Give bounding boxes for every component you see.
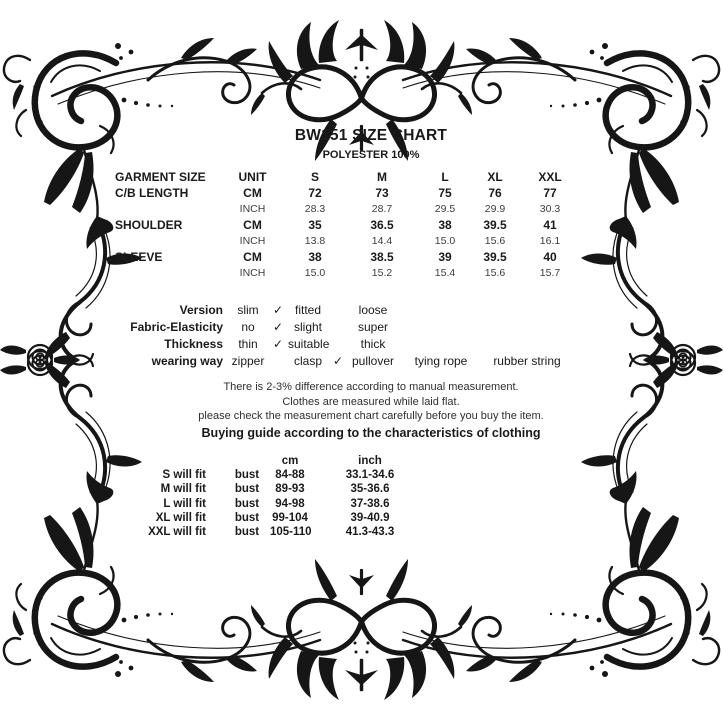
size-value-cell: 16.1 (539, 235, 561, 247)
size-value-cell: 72 (308, 186, 322, 200)
feature-option: fitted (294, 303, 321, 317)
size-value-cell: 75 (438, 186, 452, 200)
guide-measure-label: bust (234, 511, 260, 524)
size-value-cell: 40 (543, 250, 557, 264)
guide-inch-value: 33.1-34.6 (345, 469, 395, 482)
size-value-cell: 38 (438, 218, 452, 232)
size-value-cell: 29.5 (434, 203, 456, 215)
checkmark-icon: ✓ (272, 303, 284, 317)
note-line: There is 2-3% difference according to manual measurement. (223, 381, 519, 393)
size-table-header: M (377, 170, 387, 184)
buying-guide-heading: Buying guide according to the characteristics of clothing (201, 426, 541, 440)
guide-inch-value: 39-40.9 (350, 511, 390, 524)
guide-col-header-inch: inch (358, 455, 382, 467)
feature-option: loose (358, 303, 388, 317)
unit-cell: CM (243, 218, 262, 232)
size-value-cell: 15.6 (484, 267, 506, 279)
size-value-cell: 36.5 (370, 218, 394, 232)
guide-cm-value: 94-98 (275, 497, 305, 510)
size-table-header: UNIT (238, 170, 267, 184)
size-value-cell: 73 (375, 186, 389, 200)
size-table-header: XXL (538, 170, 562, 184)
size-row-label (115, 265, 215, 281)
size-row-label (115, 233, 215, 249)
size-value-cell: 14.4 (371, 235, 393, 247)
feature-option (268, 353, 288, 370)
note-line: Clothes are measured while laid flat. (282, 395, 460, 408)
feature-option: clasp (293, 354, 322, 368)
guide-cm-value: 89-93 (275, 483, 305, 496)
size-value-cell: 39.5 (483, 218, 507, 232)
checkmark-icon: ✓ (272, 337, 284, 351)
size-value-cell: 15.0 (434, 235, 456, 247)
feature-label: Thickness (164, 337, 223, 351)
feature-label: Version (179, 303, 223, 317)
size-row-label: SHOULDER (115, 218, 183, 232)
size-table-header: L (441, 170, 449, 184)
features-table (60, 302, 570, 370)
feature-option: super (357, 320, 389, 334)
size-table-header: S (310, 170, 319, 184)
measurement-notes (48, 380, 694, 424)
size-row-label: C/B LENGTH (115, 186, 189, 200)
size-table (115, 169, 576, 281)
feature-option (484, 302, 570, 319)
guide-measure-label: bust (234, 497, 260, 510)
size-value-cell: 76 (488, 186, 502, 200)
size-table-header: XL (487, 170, 503, 184)
size-value-cell: 15.7 (539, 267, 561, 279)
size-value-cell: 28.3 (304, 203, 326, 215)
guide-measure-label: bust (234, 469, 260, 482)
feature-option: thin (238, 337, 258, 351)
checkmark-icon: ✓ (272, 320, 284, 334)
size-value-cell: 41 (543, 218, 557, 232)
size-value-cell: 38 (308, 250, 322, 264)
guide-inch-value: 35-36.6 (350, 483, 390, 496)
feature-option: suitable (288, 337, 330, 351)
guide-row-label: L will fit (163, 497, 206, 510)
size-value-cell: 13.8 (304, 235, 326, 247)
feature-option: rubber string (493, 354, 561, 368)
feature-option: slight (293, 320, 322, 334)
guide-cm-value: 105-110 (270, 525, 312, 538)
material-label: POLYESTER 100% (322, 149, 420, 161)
feature-option (484, 336, 570, 353)
guide-col-header-cm: cm (281, 455, 299, 467)
guide-inch-value: 41.3-43.3 (345, 525, 395, 538)
guide-inch-value: 37-38.6 (350, 497, 390, 510)
checkmark-icon: ✓ (332, 354, 344, 368)
feature-option (328, 319, 348, 336)
unit-cell: INCH (239, 203, 266, 215)
feature-option: tying rope (414, 354, 468, 368)
unit-cell: CM (243, 186, 262, 200)
note-line: please check the measurement chart carefully before you buy the item. (198, 410, 544, 423)
guide-measure-label: bust (234, 525, 260, 538)
feature-option: thick (360, 337, 386, 351)
unit-cell: INCH (239, 235, 266, 247)
guide-row-label: XXL will fit (148, 525, 206, 538)
feature-option (398, 319, 484, 336)
size-value-cell: 15.0 (304, 267, 326, 279)
size-value-cell: 38.5 (370, 250, 394, 264)
size-value-cell: 39.5 (483, 250, 507, 264)
feature-option (398, 336, 484, 353)
size-value-cell: 28.7 (371, 203, 393, 215)
feature-option (398, 302, 484, 319)
guide-row-label: M will fit (160, 483, 206, 496)
size-value-cell: 15.4 (434, 267, 456, 279)
feature-label: Fabric-Elasticity (130, 320, 223, 334)
size-value-cell: 30.3 (539, 203, 561, 215)
guide-row-label: XL will fit (155, 511, 206, 524)
feature-option (328, 302, 348, 319)
guide-measure-label: bust (234, 483, 260, 496)
size-row-label (115, 201, 215, 217)
size-value-cell: 15.2 (371, 267, 393, 279)
feature-option: zipper (231, 354, 265, 368)
guide-row-label: S will fit (162, 469, 206, 482)
feature-option: no (241, 320, 255, 334)
buying-guide-table (120, 454, 410, 539)
guide-cm-value: 99-104 (272, 511, 308, 524)
unit-cell: CM (243, 250, 262, 264)
size-value-cell: 29.9 (484, 203, 506, 215)
feature-option (484, 319, 570, 336)
guide-cm-value: 84-88 (275, 469, 305, 482)
size-value-cell: 39 (438, 250, 452, 264)
size-value-cell: 35 (308, 218, 322, 232)
unit-cell: INCH (239, 267, 266, 279)
size-value-cell: 15.6 (484, 235, 506, 247)
feature-option (328, 336, 348, 353)
size-value-cell: 77 (543, 186, 557, 200)
feature-option: slim (237, 303, 259, 317)
feature-option: pullover (351, 354, 395, 368)
feature-label: wearing way (151, 354, 223, 368)
page-title: BW151 SIZE CHART (294, 127, 448, 144)
size-table-header: GARMENT SIZE (115, 170, 206, 184)
size-row-label: SLEEVE (115, 250, 163, 264)
